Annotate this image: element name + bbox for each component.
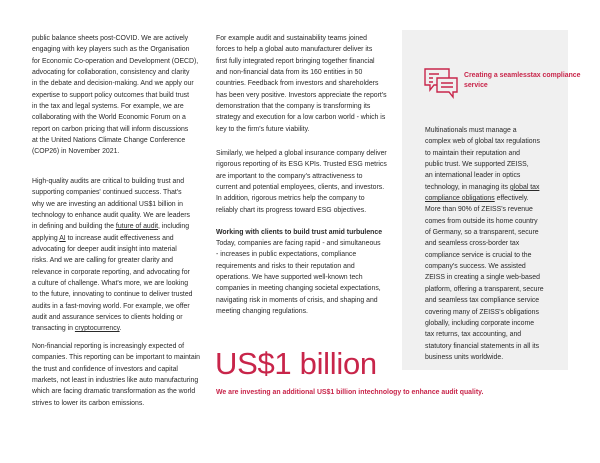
text-line: in the tax and legal systems. For example, we are	[32, 103, 184, 111]
text-line: Similarly, we helped a global insurance company deliver	[216, 150, 387, 157]
paragraph	[32, 176, 193, 335]
text-line: In addition, rigorous metrics help the company to	[216, 195, 365, 203]
paragraph	[32, 341, 200, 409]
text-line: and seamless cross-border tax	[425, 240, 520, 248]
text-line: an international leader in optics	[425, 172, 521, 180]
text-line: statutory financial statements in all its	[425, 342, 540, 350]
text-line[interactable]: transacting in cryptocurrency.	[32, 325, 122, 333]
text-line: reliably chart its progress toward ESG objectives.	[216, 206, 367, 214]
text-line: to the future, innovating to continue to deliver trusted	[32, 291, 193, 299]
text-line: complex web of global tax regulations	[425, 138, 540, 146]
text-line: are important to the company's attractiveness to	[216, 172, 363, 180]
paragraph	[216, 238, 381, 317]
text-line: advocating for collaboration, consistency and clarity	[32, 69, 190, 77]
text-line: audits in a fast-moving world. For example, we offer	[32, 302, 190, 310]
text-line: tax compliance service	[464, 72, 581, 89]
text-line: report on carbon pricing that will inform discussions	[32, 125, 189, 133]
text-line: public balance sheets post-COVID. We are actively	[32, 35, 189, 42]
text-line: Multinationals must manage a	[425, 127, 517, 134]
paragraph	[216, 33, 387, 135]
text-line: - increases in public expectations, compliance	[216, 251, 357, 259]
text-line[interactable]: in defining and building the future of audit, including	[32, 223, 190, 231]
text-line: technology to enhance audit quality. We are leaders	[32, 212, 190, 220]
text-line: operations. We have supported well-known tech	[216, 274, 363, 282]
text-line: meeting changing regulations.	[216, 308, 308, 316]
paragraph	[425, 125, 544, 363]
text-line: High-quality audits are critical to building trust and	[32, 178, 185, 185]
text-line: (COP26) in November 2021.	[32, 148, 120, 156]
text-line: Today, companies are facing rapid - and simultaneous	[216, 240, 381, 247]
text-line: collaborating with the World Economic Forum on a	[32, 114, 186, 122]
text-line: markets, not least in industries like auto manufacturing	[32, 377, 199, 385]
text-line: a culture of challenge. What's more, we are looking	[32, 280, 189, 288]
text-line: rigorous reporting of its ESG KPIs. Trusted ESG metrics	[216, 161, 387, 169]
text-line: globally, including corporate income	[425, 319, 535, 327]
highlight-figure: US$1 billion	[215, 346, 377, 381]
sidebar-title	[464, 71, 600, 91]
text-line: strives to lower its carbon emissions.	[32, 399, 145, 407]
text-line: and seamless tax compliance service	[425, 297, 540, 305]
text-line: companies. This reporting can be important to maintain	[32, 354, 201, 362]
text-line[interactable]: compliance obligations effectively.	[425, 195, 529, 203]
text-line: company's success. We assisted	[425, 263, 526, 271]
text-line: forces to help a global auto manufacturer deliver its	[216, 46, 373, 54]
text-line: business units worldwide.	[425, 353, 504, 361]
text-line: supporting companies' continued success. That's	[32, 189, 182, 197]
text-line: compliance service is crucial to the	[425, 251, 532, 259]
text-line: has been very positive. Investors appreciate the report's	[216, 91, 387, 99]
text-line: technology to enhance audit quality.	[364, 389, 484, 396]
text-line: comes from outside its home country	[425, 217, 538, 225]
chat-bubbles-icon	[424, 68, 458, 100]
text-line: audit and assurance services to clients holding or	[32, 314, 183, 322]
paragraph	[216, 148, 387, 216]
text-line: key to the firm's future viability.	[216, 125, 310, 133]
text-line[interactable]: applying AI to increase audit effectiveness and	[32, 234, 174, 242]
text-line: engaging with key players such as the Organisation	[32, 46, 190, 54]
text-line: advocating for deeper audit insight into material	[32, 246, 177, 254]
text-line: covering many of ZEISS's obligations	[425, 308, 539, 316]
text-line: navigating risk in moments of crisis, and shaping and	[216, 296, 378, 304]
text-line: strategy and execution for a low carbon world - which is	[216, 114, 386, 122]
text-line: expertise to support policy outcomes that build trust	[32, 91, 190, 99]
text-line: companies in meeting changing societal expectations,	[216, 285, 381, 293]
text-line: countries. Feedback from investors and shareholders	[216, 80, 379, 88]
text-line: at the United Nations Climate Change Conference	[32, 137, 186, 145]
text-line: to maintain their reputation and	[425, 149, 520, 157]
text-line: tax returns, tax accounting, and	[425, 331, 522, 339]
text-line: requirements and risks to their reputation and	[216, 262, 355, 270]
text-line: which are facing dramatic transformation as the world	[32, 388, 196, 396]
section-heading: Working with clients to build trust amid turbulence	[216, 229, 383, 236]
text-line: platform, offering a transparent, secure	[425, 285, 544, 293]
text-line: first fully integrated report bringing together financial	[216, 57, 375, 65]
text-line: and non-financial data from its 160 entities in 50	[216, 69, 363, 77]
text-line: Creating a seamless	[464, 72, 531, 79]
text-line: ZEISS in creating a single web-based	[425, 274, 540, 282]
highlight-caption	[216, 387, 483, 398]
text-line: why we are investing an additional US$1 billion in	[32, 200, 183, 208]
text-line: in the debate and decision-making. And we apply our	[32, 80, 194, 88]
text-line[interactable]: technology, in managing its global tax	[425, 183, 540, 191]
text-line: demonstration that the company is transforming its	[216, 103, 371, 111]
paragraph	[32, 33, 198, 158]
text-line: For example audit and sustainability teams joined	[216, 35, 367, 42]
text-line: of Germany, so a transparent, secure	[425, 229, 539, 237]
text-line: public trust. We supported ZEISS,	[425, 161, 529, 169]
text-line: risks. And we are calling for greater clarity and	[32, 257, 173, 265]
text-line: relevance in corporate reporting, and advocating for	[32, 268, 190, 276]
text-line: More than 90% of ZEISS's revenue	[425, 206, 533, 214]
text-line: We are investing an additional US$1 billion in	[216, 389, 365, 396]
text-line: the trust and confidence of investors and capital	[32, 365, 178, 373]
text-line: Non-financial reporting is increasingly expected of	[32, 343, 185, 350]
text-line: current and potential employees, clients, and investors.	[216, 184, 385, 192]
text-line: for Economic Co-operation and Development (OECD),	[32, 57, 199, 65]
